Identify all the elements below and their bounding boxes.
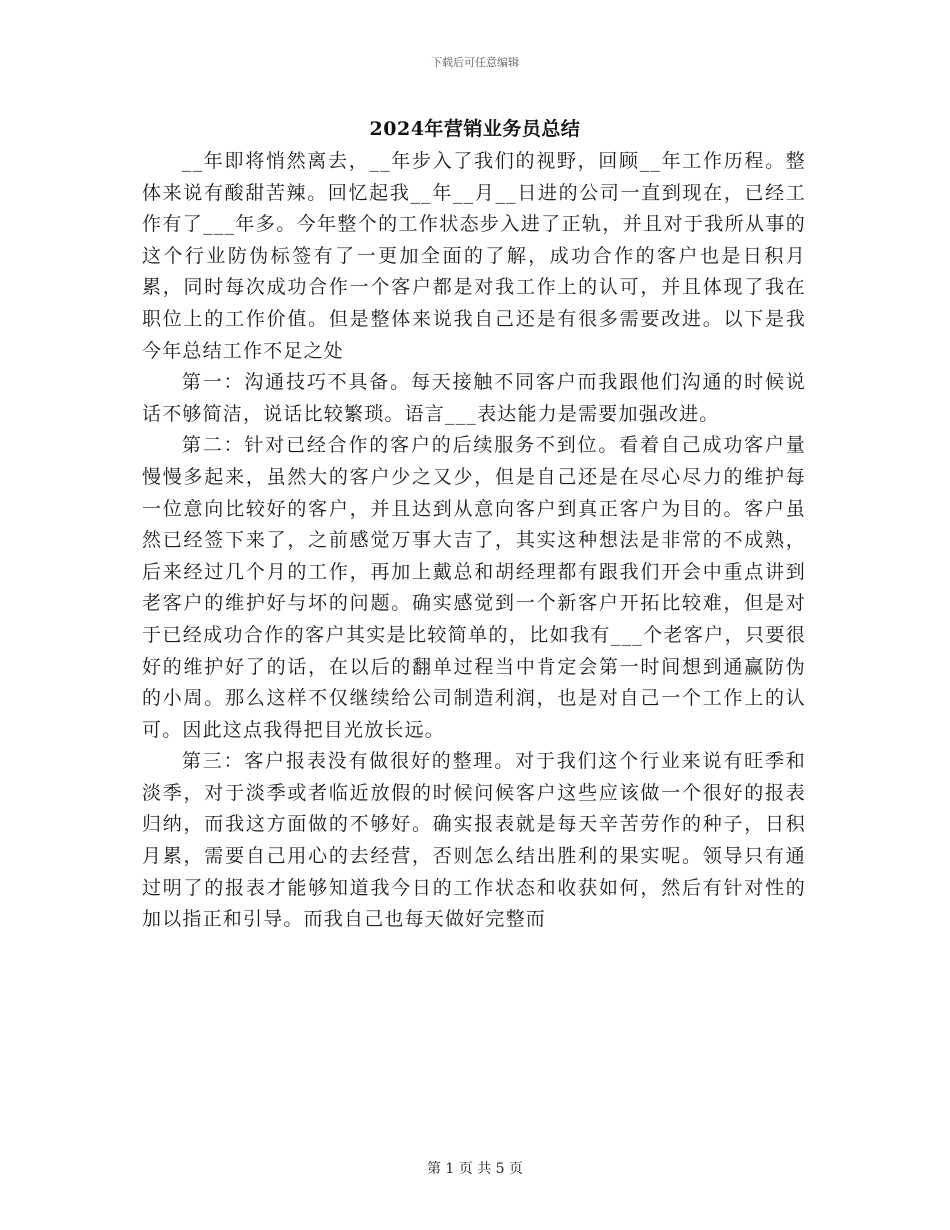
paragraph-point-3: 第三：客户报表没有做很好的整理。对于我们这个行业来说有旺季和淡季，对于淡季或者临近放假的时候问候客户这些应该做一个很好的报表归纳，而我这方面做的不够好。确实报表就是每天辛苦劳作的种子，日积月累，需要自己用心的去经营，否则怎么结出胜利的果实呢。领导只有通过明了的报表才能够知道我今日的工作状态和收获如何，然后有针对性的加以指正和引导。而我自己也每天做好完整而 [142, 750, 806, 931]
page-number: 第 1 页 共 5 页 [426, 1161, 524, 1177]
document-body [142, 146, 806, 936]
paragraph-point-1: 第一：沟通技巧不具备。每天接触不同客户而我跟他们沟通的时候说话不够简洁，说话比较繁琐。语言___表达能力是需要加强改进。 [142, 371, 806, 425]
paragraph-point-2: 第二：针对已经合作的客户的后续服务不到位。看着自己成功客户量慢慢多起来，虽然大的客户少之又少，但是自己还是在尽心尽力的维护每一位意向比较好的客户，并且达到从意向客户到真正客户为目的。客户虽然已经签下来了，之前感觉万事大吉了，其实这种想法是非常的不成熟，后来经过几个月的工作，再加上戴总和胡经理都有跟我们开会中重点讲到老客户的维护好与坏的问题。确实感觉到一个新客户开拓比较难，但是对于已经成功合作的客户其实是比较简单的，比如我有___个老客户，只要很好的维护好了的话，在以后的翻单过程当中肯定会第一时间想到通赢防伪的小周。那么这样不仅继续给公司制造利润，也是对自己一个工作上的认可。因此这点我得把目光放长远。 [142, 434, 806, 741]
document-title: 2024年营销业务员总结 [369, 118, 581, 140]
paragraph-intro: __年即将悄然离去，__年步入了我们的视野，回顾__年工作历程。整体来说有酸甜苦辣。回忆起我__年__月__日进的公司一直到现在，已经工作有了___年多。今年整个的工作状态步入进了正轨，并且对于我所从事的这个行业防伪标签有了一更加全面的了解，成功合作的客户也是日积月累，同时每次成功合作一个客户都是对我工作上的认可，并且体现了我在职位上的工作价值。但是整体来说我自己还是有很多需要改进。以下是我今年总结工作不足之处 [142, 150, 806, 362]
header-note: 下载后可任意编辑 [431, 56, 519, 69]
